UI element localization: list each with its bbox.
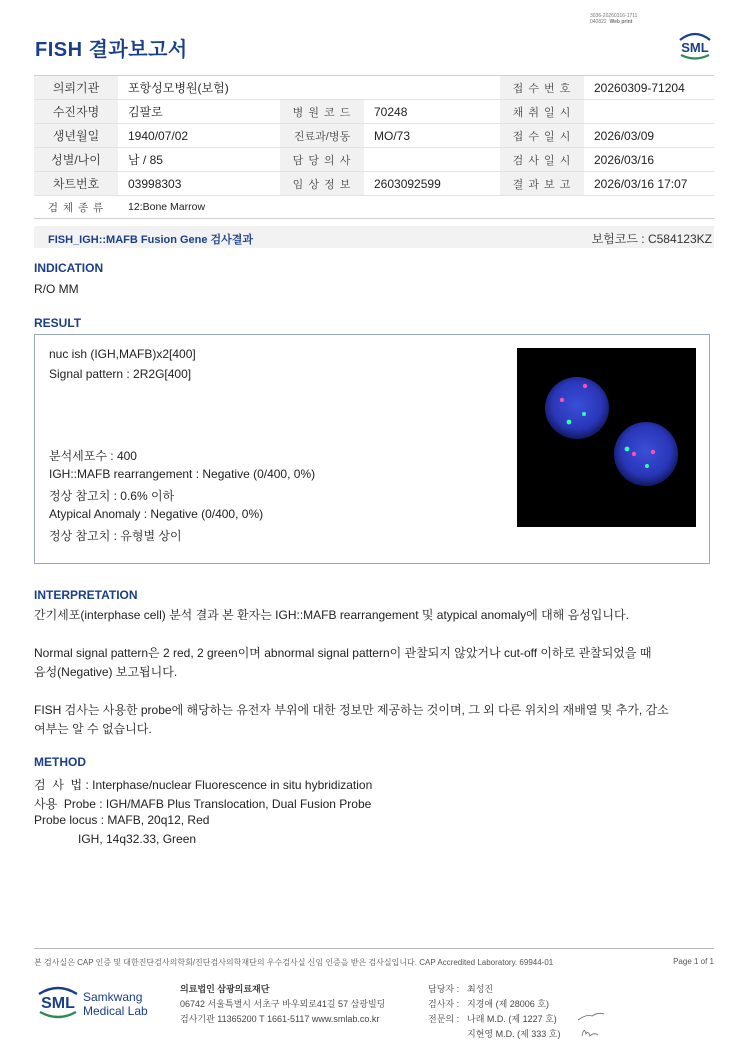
method-line: Probe locus : MAFB, 20q12, Red [34,813,210,827]
info-value [364,148,500,172]
info-value: 김팔로 [118,100,280,124]
sml-logo-icon [676,26,714,62]
samkwang-logo-sml: SML [41,995,75,1012]
table-row [34,76,714,100]
info-value: 2026/03/16 17:07 [584,172,714,196]
staff-name: 나래 M.D. (제 1227 호) [467,1014,557,1024]
info-value [584,100,714,124]
info-label: 임 상 정 보 [280,172,364,196]
staff-role: 검사자 : [428,999,460,1009]
page-title: FISH 결과보고서 [35,39,188,61]
info-value: 70248 [364,100,500,124]
staff-name: 지현영 M.D. (제 333 호) [467,1029,561,1039]
result-heading: RESULT [34,316,82,330]
info-label: 의뢰기관 [34,76,118,100]
result-line: Atypical Anomaly : Negative (0/400, 0%) [49,507,264,521]
method-line: 검 사 법 : Interphase/nuclear Fluorescence in situ hybridization [34,778,373,792]
info-label: 성별/나이 [34,148,118,172]
info-value: 남 / 85 [118,148,280,172]
info-value: MO/73 [364,124,500,148]
interpretation-p3b: 여부는 알 수 없습니다. [34,722,152,736]
org-name: 의료법인 삼광의료재단 [180,984,270,994]
info-label: 결 과 보 고 [500,172,584,196]
method-line: IGH, 14q32.33, Green [78,832,197,846]
interpretation-heading: INTERPRETATION [34,588,138,602]
insurance-code: 보험코드 : C584123KZ [591,232,712,246]
result-line: IGH::MAFB rearrangement : Negative (0/400, 0%) [49,467,316,481]
certification-text: 본 검사실은 CAP 인증 및 대한진단검사의학회/진단검사의학재단의 우수검사실 신임 인증을 받은 검사실입니다. CAP Accredited Laboratory. 69944-01 [34,958,554,967]
info-value: 2026/03/09 [584,124,714,148]
info-label: 병 원 코 드 [280,100,364,124]
interpretation-p1: 간기세포(interphase cell) 분석 결과 본 환자는 IGH::MAFB rearrangement 및 atypical anomaly에 대해 음성입니다. [34,608,629,622]
info-label: 수진자명 [34,100,118,124]
staff-role: 담당자 : [428,984,460,994]
samkwang-logo-line1: Samkwang [83,990,143,1004]
info-value: 2026/03/16 [584,148,714,172]
result-line: 정상 참고치 : 0.6% 이하 [49,489,175,503]
patient-info-table [34,75,714,219]
signature-icon [576,1008,606,1042]
print-meta-line2: 040822 [590,19,607,25]
fish-cell-image [517,348,696,527]
info-label: 접 수 번 호 [500,76,584,100]
staff-name: 지경애 (제 28006 호) [467,999,549,1009]
staff-name: 최성진 [467,984,494,994]
org-contact: 검사기관 11365200 T 1661-5117 www.smlab.co.kr [180,1014,380,1024]
samkwang-logo-line2: Medical Lab [83,1004,148,1018]
result-line: 분석세포수 : 400 [49,449,137,463]
table-row [34,148,714,172]
interpretation-p2b: 음성(Negative) 보고됩니다. [34,665,178,679]
info-value: 2603092599 [364,172,500,196]
samkwang-logo-icon [37,980,155,1024]
interpretation-p2a: Normal signal pattern은 2 red, 2 green이며 abnormal signal pattern이 관찰되지 않았거나 cut-off 이하로 관찰되었을 때 [34,646,652,660]
method-heading: METHOD [34,755,86,769]
staff-role: 전문의 : [428,1014,460,1024]
sml-logo-text: SML [681,40,709,55]
info-label: 생년월일 [34,124,118,148]
specimen-value: 12:Bone Marrow [118,196,714,219]
indication-text: R/O MM [34,282,79,296]
print-meta [590,13,660,25]
table-row [34,100,714,124]
info-label: 검 사 일 시 [500,148,584,172]
table-row [34,196,714,219]
info-value: 03998303 [118,172,280,196]
test-title: FISH_IGH::MAFB Fusion Gene 검사결과 [48,234,254,246]
info-label: 담 당 의 사 [280,148,364,172]
result-line: Signal pattern : 2R2G[400] [49,367,192,381]
method-line: 사용 Probe : IGH/MAFB Plus Translocation, Dual Fusion Probe [34,797,372,811]
result-line: nuc ish (IGH,MAFB)x2[400] [49,347,196,361]
page-number: Page 1 of 1 [673,957,714,966]
table-row [34,172,714,196]
footer-divider [34,948,714,949]
interpretation-p3a: FISH 검사는 사용한 probe에 해당하는 유전자 부위에 대한 정보만 제공하는 것이며, 그 외 다른 위치의 재배열 및 추가, 감소 [34,703,669,717]
info-label: 차트번호 [34,172,118,196]
indication-heading: INDICATION [34,261,104,275]
specimen-label: 검 체 종 류 [34,196,118,219]
info-value: 포항성모병원(보험) [118,76,500,100]
info-value: 1940/07/02 [118,124,280,148]
print-meta-line1: 3036-20260316-1711 [590,13,638,19]
info-label: 접 수 일 시 [500,124,584,148]
info-label: 진료과/병동 [280,124,364,148]
org-address: 06742 서울특별시 서초구 바우뫼로41길 57 삼광빌딩 [180,999,386,1009]
result-line: 정상 참고치 : 유형별 상이 [49,529,182,543]
info-value: 20260309-71204 [584,76,714,100]
info-label: 채 취 일 시 [500,100,584,124]
print-meta-web: Web print [609,19,633,25]
table-row [34,124,714,148]
